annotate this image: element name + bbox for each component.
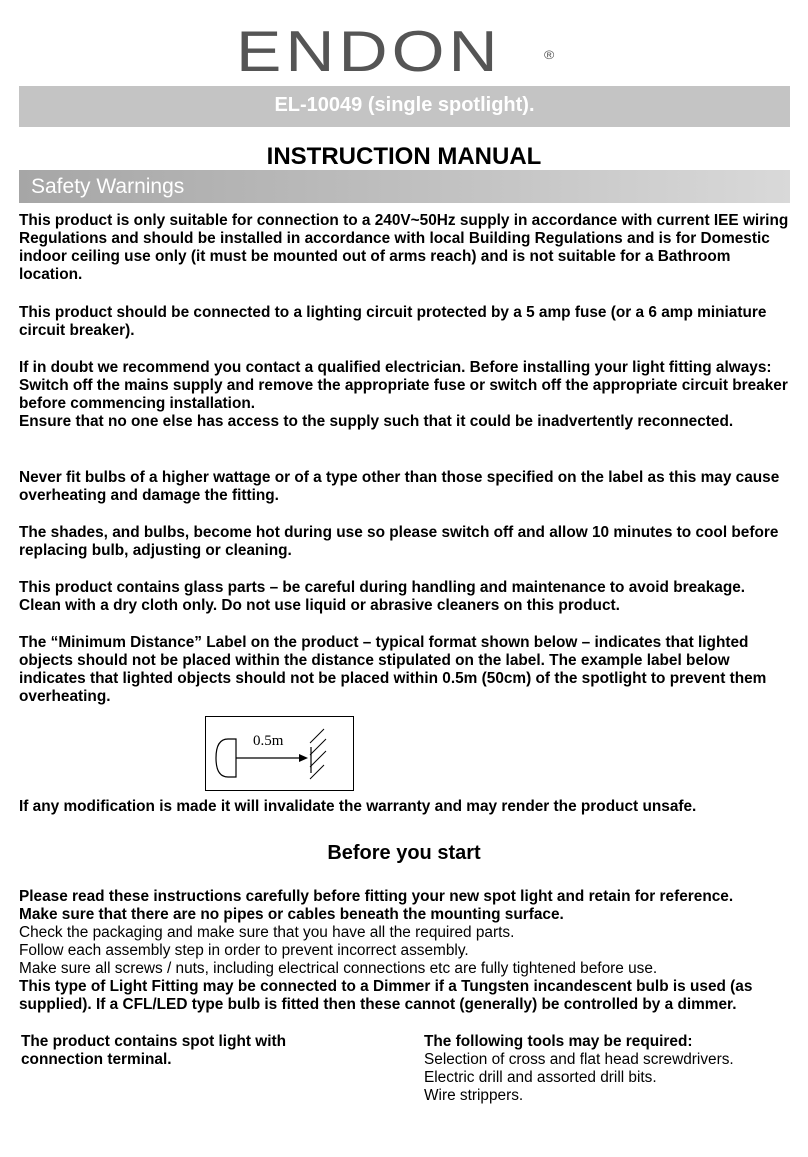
before-start-instructions [19,888,790,1014]
brand-logo: ENDON ® [236,19,555,84]
spotlight-shape [216,739,236,777]
hatch-line [310,751,326,767]
hatch-line [310,765,324,779]
section-heading-safety: Safety Warnings [19,170,790,203]
tool-item: Wire strippers. [424,1087,524,1104]
registered-mark: ® [544,48,555,62]
tools-heading: The following tools may be required: [424,1033,693,1050]
section-heading-before-start: Before you start [327,842,481,864]
tool-item: Selection of cross and flat head screwdrivers. [424,1051,734,1068]
no-pipes-warning: Make sure that there are no pipes or cables beneath the mounting surface. [19,906,564,923]
safety-paragraph-wattage: Never fit bulbs of a higher wattage or of a type other than those specified on the label as this may cause overheating and damage the fitting. [19,469,780,504]
safety-paragraph-electrician [19,359,790,431]
check-packaging: Check the packaging and make sure that you have all the required parts. [19,924,515,941]
min-distance-diagram [206,717,353,790]
distance-label: 0.5m [253,733,284,749]
glass-warning: This product contains glass parts – be careful during handling and maintenance to avoid breakage. [19,579,746,596]
tools-required [424,1033,794,1105]
product-contents: The product contains spot light with connection terminal. [21,1033,287,1068]
hatch-line [310,739,326,755]
model-banner: EL-10049 (single spotlight). [19,86,790,127]
tool-item: Electric drill and assorted drill bits. [424,1069,657,1086]
safety-paragraph-supply: This product is only suitable for connection to a 240V~50Hz supply in accordance with current IEE wiring Regulations and should be installed in accordance with local Building Regulations and is for Domestic indoor ceiling use only (it must be mounted out of arms reach) and is not suitable for a Bathroom location. [19,212,789,283]
dimmer-note: This type of Light Fitting may be connected to a Dimmer if a Tungsten incandescent bulb is used (as supplied). If a CFL/LED type bulb is fitted then these cannot (generally) be controlled by a dimmer. [19,978,753,1013]
electrician-intro: If in doubt we recommend you contact a qualified electrician. Before installing your light fitting always: [19,359,772,376]
minimum-distance-label [205,716,354,791]
distance-arrow-head [299,754,308,762]
safety-paragraph-fuse: This product should be connected to a lighting circuit protected by a 5 amp fuse (or a 6 amp miniature circuit breaker). [19,304,767,339]
cleaning-warning: Clean with a dry cloth only. Do not use liquid or abrasive cleaners on this product. [19,597,620,614]
read-instructions: Please read these instructions carefully before fitting your new spot light and retain for reference. [19,888,734,905]
safety-paragraph-modification: If any modification is made it will invalidate the warranty and may render the product unsafe. [19,798,697,815]
safety-paragraph-hot: The shades, and bulbs, become hot during use so please switch off and allow 10 minutes to cool before replacing bulb, adjusting or cleaning. [19,524,779,559]
electrician-no-access: Ensure that no one else has access to the supply such that it could be inadvertently reconnected. [19,413,734,430]
hatch-line [310,729,324,743]
follow-steps: Follow each assembly step in order to prevent incorrect assembly. [19,942,469,959]
safety-paragraph-min-distance: The “Minimum Distance” Label on the product – typical format shown below – indicates that lighted objects should not be placed within the distance stipulated on the label. The example label below indicates that lighted objects should not be placed within 0.5m (50cm) of the spotlight to prevent them overheating. [19,634,767,705]
safety-paragraph-glass [19,579,790,615]
page-title: INSTRUCTION MANUAL [266,143,542,170]
electrician-switch-off: Switch off the mains supply and remove the appropriate fuse or switch off the appropriate circuit breaker before commencing installation. [19,377,788,412]
tighten-screws: Make sure all screws / nuts, including electrical connections etc are fully tightened before use. [19,960,658,977]
